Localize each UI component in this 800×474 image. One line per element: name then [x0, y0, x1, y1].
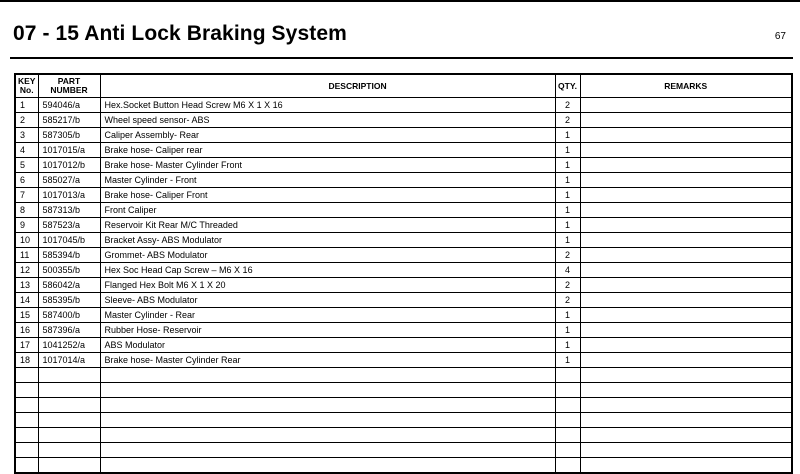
remarks-cell	[580, 233, 792, 248]
remarks-cell	[580, 293, 792, 308]
remarks-cell	[580, 278, 792, 293]
part-number-cell: 1017013/a	[38, 188, 100, 203]
qty-cell: 1	[555, 188, 580, 203]
qty-cell	[555, 368, 580, 383]
description-cell: Bracket Assy- ABS Modulator	[100, 233, 555, 248]
description-cell: Master Cylinder - Front	[100, 173, 555, 188]
table-row	[15, 128, 792, 143]
key-cell	[15, 368, 38, 383]
table-row	[15, 383, 792, 398]
column-header-description: DESCRIPTION	[100, 74, 555, 98]
part-number-cell: 585217/b	[38, 113, 100, 128]
qty-cell	[555, 383, 580, 398]
part-number-cell: 1017015/a	[38, 143, 100, 158]
description-cell: ABS Modulator	[100, 338, 555, 353]
table-row	[15, 218, 792, 233]
part-number-cell	[38, 413, 100, 428]
page-number: 67	[774, 31, 786, 42]
part-number-cell: 594046/a	[38, 98, 100, 113]
part-number-cell: 500355/b	[38, 263, 100, 278]
remarks-cell	[580, 353, 792, 368]
key-cell	[15, 458, 38, 474]
qty-cell: 1	[555, 203, 580, 218]
key-cell: 3	[15, 128, 38, 143]
description-cell	[100, 428, 555, 443]
description-cell: Hex Soc Head Cap Screw – M6 X 16	[100, 263, 555, 278]
remarks-cell	[580, 173, 792, 188]
part-number-cell: 585395/b	[38, 293, 100, 308]
description-cell: Brake hose- Caliper Front	[100, 188, 555, 203]
remarks-cell	[580, 458, 792, 474]
qty-cell: 1	[555, 158, 580, 173]
key-cell	[15, 383, 38, 398]
column-header-key: KEY No.	[15, 74, 38, 98]
table-row	[15, 278, 792, 293]
key-cell	[15, 413, 38, 428]
part-number-cell: 1017045/b	[38, 233, 100, 248]
part-number-cell: 1017014/a	[38, 353, 100, 368]
top-rule	[0, 0, 800, 2]
key-cell: 13	[15, 278, 38, 293]
description-cell: Sleeve- ABS Modulator	[100, 293, 555, 308]
qty-cell: 2	[555, 98, 580, 113]
qty-cell	[555, 458, 580, 474]
description-cell: Hex.Socket Button Head Screw M6 X 1 X 16	[100, 98, 555, 113]
part-number-cell: 586042/a	[38, 278, 100, 293]
page-title: 07 - 15 Anti Lock Braking System	[13, 22, 347, 45]
qty-cell: 2	[555, 113, 580, 128]
key-cell: 7	[15, 188, 38, 203]
description-cell	[100, 398, 555, 413]
key-cell: 17	[15, 338, 38, 353]
remarks-cell	[580, 338, 792, 353]
description-cell	[100, 443, 555, 458]
remarks-cell	[580, 263, 792, 278]
part-number-cell	[38, 383, 100, 398]
key-cell	[15, 398, 38, 413]
qty-cell: 1	[555, 173, 580, 188]
qty-cell: 1	[555, 233, 580, 248]
table-row	[15, 368, 792, 383]
table-row	[15, 443, 792, 458]
key-cell: 16	[15, 323, 38, 338]
table-row	[15, 458, 792, 474]
key-cell: 8	[15, 203, 38, 218]
remarks-cell	[580, 383, 792, 398]
remarks-cell	[580, 308, 792, 323]
description-cell	[100, 383, 555, 398]
column-header-qty: QTY.	[555, 74, 580, 98]
column-header-part-number: PART NUMBER	[38, 74, 100, 98]
table-row	[15, 173, 792, 188]
description-cell: Brake hose- Master Cylinder Front	[100, 158, 555, 173]
qty-cell	[555, 443, 580, 458]
part-number-cell: 1041252/a	[38, 338, 100, 353]
table-row	[15, 113, 792, 128]
description-cell	[100, 413, 555, 428]
key-cell: 10	[15, 233, 38, 248]
part-number-cell: 585394/b	[38, 248, 100, 263]
part-number-cell: 1017012/b	[38, 158, 100, 173]
table-row	[15, 233, 792, 248]
key-cell	[15, 443, 38, 458]
part-number-cell: 587305/b	[38, 128, 100, 143]
remarks-cell	[580, 443, 792, 458]
part-number-cell	[38, 443, 100, 458]
description-cell: Grommet- ABS Modulator	[100, 248, 555, 263]
part-number-cell: 587313/b	[38, 203, 100, 218]
table-row	[15, 188, 792, 203]
qty-cell: 1	[555, 143, 580, 158]
remarks-cell	[580, 248, 792, 263]
key-cell: 11	[15, 248, 38, 263]
qty-cell: 1	[555, 128, 580, 143]
remarks-cell	[580, 143, 792, 158]
remarks-cell	[580, 368, 792, 383]
description-cell: Wheel speed sensor- ABS	[100, 113, 555, 128]
part-number-cell	[38, 368, 100, 383]
table-row	[15, 323, 792, 338]
table-row	[15, 203, 792, 218]
description-cell: Brake hose- Master Cylinder Rear	[100, 353, 555, 368]
qty-cell: 2	[555, 278, 580, 293]
qty-cell: 1	[555, 218, 580, 233]
table-row	[15, 428, 792, 443]
description-cell: Brake hose- Caliper rear	[100, 143, 555, 158]
remarks-cell	[580, 158, 792, 173]
table-row	[15, 158, 792, 173]
remarks-cell	[580, 398, 792, 413]
part-number-cell	[38, 458, 100, 474]
description-cell: Master Cylinder - Rear	[100, 308, 555, 323]
parts-table	[14, 73, 793, 474]
table-row	[15, 248, 792, 263]
table-row	[15, 308, 792, 323]
description-cell: Flanged Hex Bolt M6 X 1 X 20	[100, 278, 555, 293]
part-number-cell: 587523/a	[38, 218, 100, 233]
qty-cell: 1	[555, 338, 580, 353]
part-number-cell: 587400/b	[38, 308, 100, 323]
remarks-cell	[580, 428, 792, 443]
table-row	[15, 143, 792, 158]
description-cell	[100, 458, 555, 474]
qty-cell: 4	[555, 263, 580, 278]
qty-cell	[555, 398, 580, 413]
remarks-cell	[580, 128, 792, 143]
qty-cell: 1	[555, 308, 580, 323]
key-cell: 9	[15, 218, 38, 233]
remarks-cell	[580, 218, 792, 233]
table-row	[15, 398, 792, 413]
key-cell: 2	[15, 113, 38, 128]
qty-cell: 2	[555, 248, 580, 263]
part-number-cell	[38, 428, 100, 443]
qty-cell	[555, 413, 580, 428]
table-row	[15, 263, 792, 278]
description-cell: Caliper Assembly- Rear	[100, 128, 555, 143]
table-row	[15, 353, 792, 368]
qty-cell: 1	[555, 323, 580, 338]
column-header-remarks: REMARKS	[580, 74, 792, 98]
part-number-cell: 585027/a	[38, 173, 100, 188]
remarks-cell	[580, 203, 792, 218]
table-row	[15, 413, 792, 428]
key-cell: 15	[15, 308, 38, 323]
description-cell	[100, 368, 555, 383]
qty-cell: 2	[555, 293, 580, 308]
remarks-cell	[580, 323, 792, 338]
key-cell: 6	[15, 173, 38, 188]
key-cell	[15, 428, 38, 443]
remarks-cell	[580, 413, 792, 428]
remarks-cell	[580, 113, 792, 128]
qty-cell	[555, 428, 580, 443]
title-divider	[10, 57, 793, 59]
key-cell: 4	[15, 143, 38, 158]
table-row	[15, 293, 792, 308]
description-cell: Reservoir Kit Rear M/C Threaded	[100, 218, 555, 233]
remarks-cell	[580, 188, 792, 203]
remarks-cell	[580, 98, 792, 113]
table-row	[15, 338, 792, 353]
description-cell: Rubber Hose- Reservoir	[100, 323, 555, 338]
table-row	[15, 98, 792, 113]
part-number-cell	[38, 398, 100, 413]
part-number-cell: 587396/a	[38, 323, 100, 338]
table-header-row	[15, 74, 792, 98]
key-cell: 1	[15, 98, 38, 113]
key-cell: 18	[15, 353, 38, 368]
key-cell: 14	[15, 293, 38, 308]
qty-cell: 1	[555, 353, 580, 368]
description-cell: Front Caliper	[100, 203, 555, 218]
key-cell: 5	[15, 158, 38, 173]
key-cell: 12	[15, 263, 38, 278]
